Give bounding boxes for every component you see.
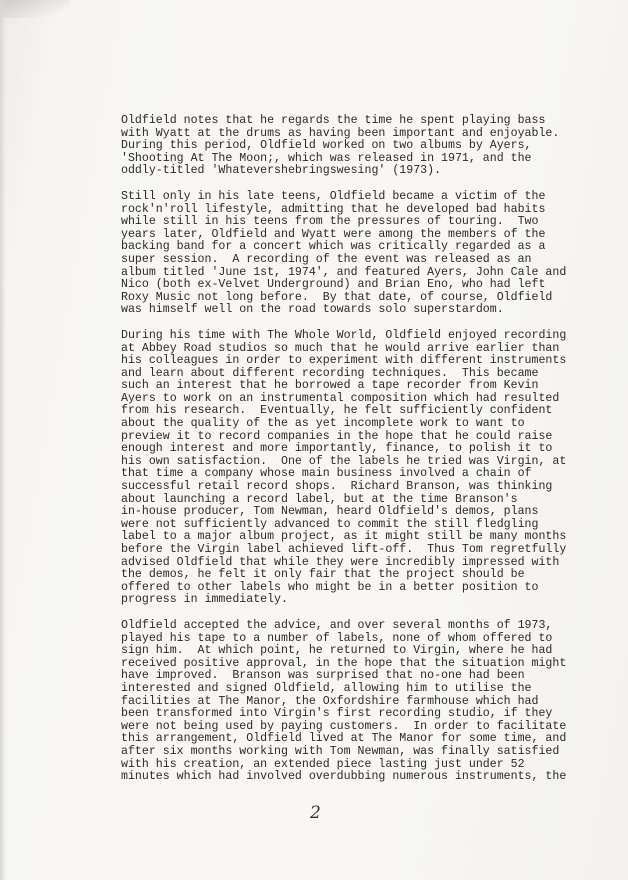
text-line: received positive approval, in the hope that the situation might — [121, 656, 567, 670]
page-corner-shadow — [0, 0, 70, 18]
text-line: preview it to record companies in the hope that he could raise — [121, 429, 553, 443]
text-line: at Abbey Road studios so much that he would arrive earlier than — [121, 341, 560, 355]
paragraph — [121, 330, 621, 607]
text-line: oddly-titled 'Whatevershebringswesing' (1973). — [121, 164, 442, 178]
text-line: have improved. Branson was surprised that no-one had been — [121, 669, 525, 683]
text-line: with his creation, an extended piece lasting just under 52 — [121, 757, 525, 771]
paragraph — [121, 115, 621, 178]
text-line: enough interest and more importantly, finance, to polish it to — [121, 442, 553, 456]
text-line: Nico (both ex-Velvet Underground) and Brian Eno, who had left — [121, 278, 546, 292]
text-line: progress in immediately. — [121, 593, 288, 607]
body-text — [121, 115, 621, 797]
text-line: During this period, Oldfield worked on two albums by Ayers, — [121, 139, 532, 153]
text-line: label to a major album project, as it might still be many months — [121, 530, 567, 544]
text-line: this arrangement, Oldfield lived at The Manor for some time, and — [121, 732, 567, 746]
text-line: successful retail record shops. Richard Branson, was thinking — [121, 480, 553, 494]
page-edge-shadow — [0, 0, 6, 880]
text-line: advised Oldfield that while they were incredibly impressed with — [121, 555, 560, 569]
text-line: the demos, he felt it only fair that the project should be — [121, 568, 525, 582]
text-line: were not being used by paying customers. In order to facilitate — [121, 719, 567, 733]
text-line: with Wyatt at the drums as having been important and enjoyable. — [121, 126, 560, 140]
text-line: 'Shooting At The Moon;, which was released in 1971, and the — [121, 151, 532, 165]
text-line: Ayers to work on an instrumental composition which had resulted — [121, 391, 560, 405]
text-line: super session. A recording of the event was released as an — [121, 252, 532, 266]
text-line: was himself well on the road towards solo superstardom. — [121, 303, 504, 317]
text-line: his colleagues in order to experiment with different instruments — [121, 354, 567, 368]
text-line: Still only in his late teens, Oldfield became a victim of the — [121, 189, 546, 203]
text-line: album titled 'June 1st, 1974', and featured Ayers, John Cale and — [121, 265, 567, 279]
text-line: before the Virgin label achieved lift-off. Thus Tom regretfully — [121, 543, 567, 556]
text-line: Oldfield accepted the advice, and over several months of 1973, — [121, 618, 553, 632]
text-line: been transformed into Virgin's first recording studio, if they — [121, 707, 553, 721]
text-line: that time a company whose main business involved a chain of — [121, 467, 532, 481]
text-line: sign him. At which point, he returned to Virgin, where he had — [121, 644, 553, 658]
text-line: rock'n'roll lifestyle, admitting that he developed bad habits — [121, 202, 546, 216]
text-line: facilities at The Manor, the Oxfordshire farmhouse which had — [121, 694, 539, 708]
paragraph — [121, 191, 621, 317]
text-line: such an interest that he borrowed a tape recorder from Kevin — [121, 379, 539, 393]
text-line: and learn about different recording techniques. This became — [121, 366, 539, 380]
text-line: after six months working with Tom Newman, was finally satisfied — [121, 744, 560, 758]
page-number: 2 — [310, 803, 321, 823]
text-line: about the quality of the as yet incomplete work to want to — [121, 417, 525, 431]
text-line: his own satisfaction. One of the labels he tried was Virgin, at — [121, 454, 567, 468]
text-line: played his tape to a number of labels, none of whom offered to — [121, 631, 553, 645]
text-line: Roxy Music not long before. By that date, of course, Oldfield — [121, 290, 553, 304]
text-line: years later, Oldfield and Wyatt were among the members of the — [121, 227, 546, 241]
text-line: minutes which had involved overdubbing numerous instruments, the — [121, 770, 567, 784]
text-line: interested and signed Oldfield, allowing him to utilise the — [121, 681, 532, 695]
text-line: offered to other labels who might be in a better position to — [121, 580, 539, 594]
text-line: backing band for a concert which was critically regarded as a — [121, 240, 546, 254]
text-line: were not sufficiently advanced to commit the still fledgling — [121, 517, 539, 531]
text-line: about launching a record label, but at the time Branson's — [121, 492, 518, 506]
paragraph — [121, 620, 621, 784]
text-line: During his time with The Whole World, Oldfield enjoyed recording — [121, 328, 567, 342]
text-line: Oldfield notes that he regards the time he spent playing bass — [121, 114, 546, 127]
text-line: from his research. Eventually, he felt sufficiently confident — [121, 404, 553, 418]
text-line: while still in his teens from the pressures of touring. Two — [121, 215, 539, 229]
text-line: in-house producer, Tom Newman, heard Oldfield's demos, plans — [121, 505, 539, 519]
